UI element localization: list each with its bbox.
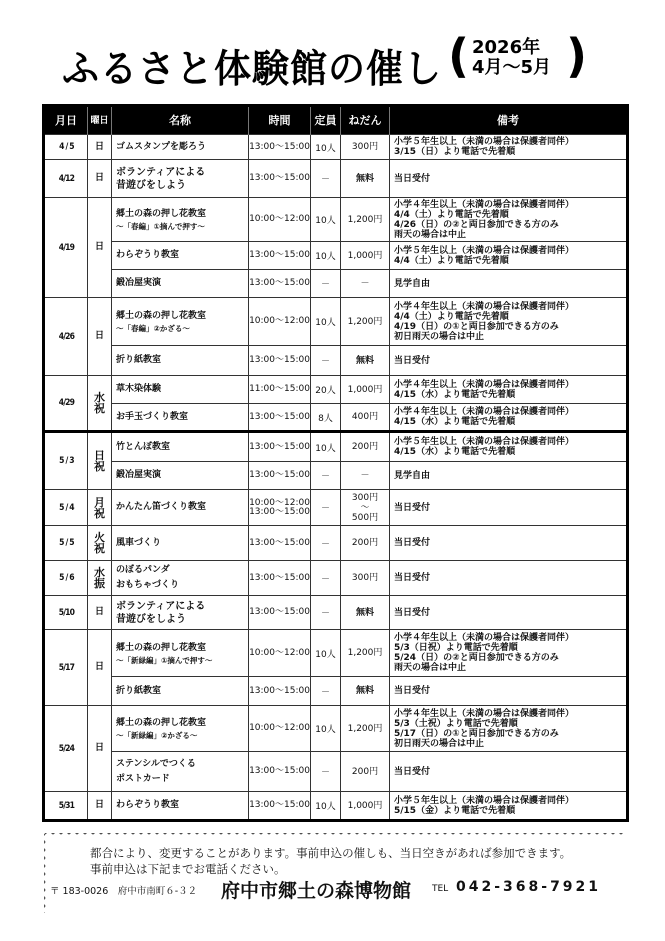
event-name	[112, 677, 249, 706]
event-note-line: 小学４年生以上（未満の場合は保護者同伴）	[394, 708, 575, 719]
event-price	[341, 346, 390, 376]
table-row	[44, 242, 628, 270]
event-name	[112, 561, 249, 596]
event-time	[249, 270, 311, 298]
event-time	[249, 677, 311, 706]
weekday-char: 祝	[94, 506, 105, 520]
event-name	[112, 432, 249, 462]
event-note-line: 4/4（土）より電話で先着順	[394, 209, 509, 220]
event-price-text: 300円	[351, 492, 379, 503]
table-row	[44, 752, 628, 792]
weekday-char: 月	[94, 495, 105, 509]
event-price-text: 無料	[355, 607, 374, 618]
event-price	[341, 376, 390, 404]
table-row	[44, 270, 628, 298]
event-time	[249, 298, 311, 346]
event-time	[249, 596, 311, 630]
event-note-line: 4/26（日）の②と両日参加できる方のみ	[394, 219, 559, 230]
event-capacity: 10人	[311, 706, 341, 752]
event-time	[249, 376, 311, 404]
event-note-line: 4/15（水）より電話で先着順	[394, 417, 516, 427]
event-notes	[390, 298, 628, 346]
event-price	[341, 462, 390, 490]
event-name-line2: 昔遊びをしよう	[116, 613, 186, 625]
event-name	[112, 490, 249, 526]
event-weekday: 日	[88, 706, 112, 792]
event-price-text: 300円	[351, 573, 379, 583]
event-capacity: 10人	[311, 792, 341, 821]
event-time-text: 13:00～15:00	[249, 278, 310, 288]
event-name-text: 折り紙教室	[116, 685, 162, 696]
event-notes	[390, 346, 628, 376]
event-name-line2: 昔遊びをしよう	[116, 179, 186, 191]
event-weekday: 日	[88, 596, 112, 630]
event-date: 4/19	[47, 198, 84, 298]
title-paren-open: (	[448, 29, 470, 83]
event-time	[249, 432, 311, 462]
table-row	[44, 490, 628, 526]
event-price	[341, 135, 390, 160]
table-row	[44, 561, 628, 596]
event-name-text: かんたん笛づくり教室	[116, 502, 207, 512]
weekday-char: 振	[94, 577, 105, 590]
table-row	[44, 677, 628, 706]
event-price	[341, 561, 390, 596]
table-row	[44, 432, 628, 462]
event-price	[341, 160, 390, 198]
event-name	[112, 596, 249, 630]
event-name-text: 郷土の森の押し花教室	[116, 718, 207, 728]
event-name-text: 郷土の森の押し花教室	[116, 209, 207, 219]
event-name	[112, 630, 249, 677]
event-name-text: 折り紙教室	[116, 355, 162, 365]
event-weekday: 日	[88, 630, 112, 706]
event-note-line: 当日受付	[394, 686, 431, 696]
event-name-text: わらぞうり教室	[116, 800, 180, 810]
event-time	[249, 135, 311, 160]
event-notes	[390, 242, 628, 270]
event-name	[112, 270, 249, 298]
event-time-text-2: 13:00～15:00	[249, 506, 310, 517]
event-time-text: 13:00～15:00	[249, 250, 310, 260]
event-note-line: 5/24（日）の②と両日参加できる方のみ	[394, 653, 559, 663]
event-time	[249, 526, 311, 561]
event-time	[249, 752, 311, 792]
event-note-line: 4/4（土）より電話で先着順	[394, 311, 509, 322]
event-notes	[390, 630, 628, 677]
table-body	[44, 135, 628, 821]
event-note-line: 見学自由	[394, 278, 431, 289]
event-time-text: 10:00～12:00	[249, 214, 310, 224]
table-header-row	[44, 106, 628, 135]
event-subtitle: ～「新緑編」①摘んで押す～	[116, 655, 213, 665]
event-time-text: 10:00～12:00	[249, 723, 310, 733]
header-time: 時間	[249, 106, 311, 135]
event-name-text: 鍛冶屋実演	[116, 470, 162, 480]
event-name	[112, 242, 249, 270]
event-capacity: －	[311, 462, 341, 490]
event-note-line: 小学４年生以上（未満の場合は保護者同伴）	[394, 633, 575, 643]
event-name-text: 竹とんぼ教室	[116, 441, 171, 452]
event-name-text: ステンシルでつくる	[116, 758, 196, 769]
event-price-text: 1,000円	[347, 250, 383, 261]
event-note-line: 当日受付	[394, 573, 431, 583]
event-name	[112, 526, 249, 561]
event-time-text: 13:00～15:00	[249, 766, 310, 776]
event-capacity: 10人	[311, 135, 341, 160]
event-weekday	[88, 490, 112, 526]
event-note-line: 5/17（日）の①と両日参加できる方のみ	[394, 728, 559, 739]
event-note-line: 小学４年生以上（未満の場合は保護者同伴）	[394, 301, 575, 312]
event-note-line: 5/15（金）より電話で先着順	[394, 805, 516, 816]
event-time-text: 11:00～15:00	[249, 384, 310, 394]
event-name-text: 草木染体験	[116, 384, 162, 394]
table-row	[44, 376, 628, 404]
event-capacity: 8人	[311, 404, 341, 432]
table-row	[44, 135, 628, 160]
event-date: 5/17	[47, 630, 84, 706]
event-note-line: 3/15（日）より電話で先着順	[394, 147, 516, 157]
event-time-text: 13:00～15:00	[249, 355, 310, 365]
event-time-text: 13:00～15:00	[249, 141, 310, 152]
event-price	[341, 596, 390, 630]
event-time	[249, 346, 311, 376]
weekday-char: 祝	[94, 460, 105, 473]
event-name	[112, 198, 249, 242]
event-name-text: お手玉づくり教室	[116, 411, 189, 422]
event-note-line: 初日雨天の場合は中止	[394, 738, 485, 749]
event-notes	[390, 526, 628, 561]
event-note-line: 当日受付	[394, 538, 431, 548]
event-weekday	[88, 376, 112, 432]
event-notes	[390, 677, 628, 706]
event-date: 5/31	[47, 792, 84, 821]
event-name-text: 郷土の森の押し花教室	[116, 642, 207, 653]
header-name: 名称	[112, 106, 249, 135]
event-note-line: 当日受付	[394, 173, 431, 184]
table-row	[44, 596, 628, 630]
event-price	[341, 677, 390, 706]
event-time-text: 13:00～15:00	[249, 441, 310, 452]
event-note-line: 雨天の場合は中止	[394, 229, 467, 240]
event-capacity: －	[311, 752, 341, 792]
event-time-text: 10:00～12:00	[249, 316, 310, 326]
event-capacity: －	[311, 561, 341, 596]
weekday-char: 祝	[94, 542, 105, 555]
event-schedule-table	[42, 104, 629, 822]
event-subtitle: ～「春編」①摘んで押す～	[116, 222, 205, 231]
notice-box	[44, 833, 624, 913]
event-name-line2: おもちゃづくり	[116, 580, 180, 590]
title-paren-close: )	[566, 29, 588, 83]
event-name-text: ボランティアによる	[116, 166, 206, 178]
event-date: 5 / 6	[47, 561, 84, 596]
event-price	[341, 490, 390, 526]
event-name-text: のぼるパンダ	[116, 565, 170, 575]
table-row	[44, 706, 628, 752]
event-price	[341, 526, 390, 561]
tel-label: TEL	[432, 884, 449, 894]
event-weekday: 日	[88, 135, 112, 160]
table-row	[44, 792, 628, 821]
event-price-text: 無料	[355, 355, 374, 366]
event-date: 5 / 4	[47, 490, 84, 526]
event-notes	[390, 135, 628, 160]
event-time-text: 13:00～15:00	[249, 411, 310, 422]
event-price-text: 無料	[355, 173, 374, 184]
table-row	[44, 404, 628, 432]
event-date: 5/10	[47, 596, 84, 630]
event-note-line: 当日受付	[394, 502, 431, 513]
event-capacity: 10人	[311, 298, 341, 346]
event-price-text-2: 500円	[351, 512, 379, 523]
event-price-text: 1,000円	[347, 800, 383, 811]
event-weekday: 日	[88, 792, 112, 821]
event-note-line: 4/4（土）より電話で先着順	[394, 255, 509, 266]
event-capacity: －	[311, 596, 341, 630]
event-name	[112, 346, 249, 376]
event-price	[341, 270, 390, 298]
event-name	[112, 298, 249, 346]
event-capacity: －	[311, 526, 341, 561]
event-name	[112, 160, 249, 198]
event-price-text: 400円	[351, 412, 379, 422]
event-price-text: 200円	[351, 442, 379, 452]
event-price-text: 300円	[351, 142, 379, 152]
event-date: 4/12	[47, 160, 84, 198]
event-time-text: 13:00～15:00	[249, 572, 310, 583]
event-capacity: －	[311, 270, 341, 298]
event-time	[249, 561, 311, 596]
table-row	[44, 160, 628, 198]
event-note-line: 小学５年生以上（未満の場合は保護者同伴）	[394, 795, 575, 806]
event-time	[249, 462, 311, 490]
weekday-char: 水	[94, 566, 105, 579]
event-name	[112, 752, 249, 792]
notice-line-2: 事前申込は下記までお電話ください。	[90, 862, 286, 876]
event-price-text: 1,200円	[347, 648, 383, 658]
event-notes	[390, 596, 628, 630]
event-weekday	[88, 432, 112, 490]
event-note-line: 4/15（水）より電話で先着順	[394, 447, 516, 457]
event-capacity: 20人	[311, 376, 341, 404]
event-note-line: 見学自由	[394, 470, 431, 481]
event-price	[341, 198, 390, 242]
weekday-char: 祝	[94, 402, 105, 415]
event-price	[341, 630, 390, 677]
event-price-text: 無料	[355, 686, 374, 696]
event-capacity: 10人	[311, 630, 341, 677]
event-note-line: 小学５年生以上（未満の場合は保護者同伴）	[394, 137, 575, 147]
event-capacity: －	[311, 160, 341, 198]
event-notes	[390, 561, 628, 596]
event-note-line: 小学４年生以上（未満の場合は保護者同伴）	[394, 199, 575, 210]
event-weekday	[88, 561, 112, 596]
table-row	[44, 526, 628, 561]
title-months: 4月～5月	[472, 57, 552, 78]
table-row	[44, 462, 628, 490]
event-price-text: －	[360, 470, 370, 481]
header-date: 月日	[44, 106, 88, 135]
event-name	[112, 135, 249, 160]
event-weekday: 日	[88, 160, 112, 198]
event-capacity: 10人	[311, 242, 341, 270]
event-date: 5/24	[47, 706, 84, 792]
event-time	[249, 630, 311, 677]
event-price-text: 200円	[351, 766, 379, 777]
event-capacity: －	[311, 490, 341, 526]
header-notes: 備考	[390, 106, 628, 135]
title-year: 2026年	[472, 37, 541, 58]
event-date: 4 / 5	[47, 135, 84, 160]
title-period	[472, 38, 551, 78]
event-name-text: 風車づくり	[116, 537, 162, 548]
header-price: ねだん	[341, 106, 390, 135]
event-notes	[390, 490, 628, 526]
event-note-line: 小学５年生以上（未満の場合は保護者同伴）	[394, 437, 575, 447]
event-time-text: 13:00～15:00	[249, 685, 310, 696]
address: 〒 183-0026 府中市南町６‐３２	[50, 886, 198, 897]
event-name	[112, 404, 249, 432]
event-time	[249, 706, 311, 752]
event-note-line: 4/15（水）より電話で先着順	[394, 389, 516, 400]
header-weekday: 曜日	[88, 106, 112, 135]
weekday-char: 水	[94, 391, 105, 404]
event-name-text: 鍛冶屋実演	[116, 278, 162, 288]
event-capacity: 10人	[311, 198, 341, 242]
event-price-text: 1,000円	[347, 384, 383, 395]
event-capacity: －	[311, 677, 341, 706]
event-note-line: 5/3（日祝）より電話で先着順	[394, 643, 518, 653]
event-time	[249, 242, 311, 270]
event-name-text: わらぞうり教室	[116, 250, 180, 260]
event-date: 4/29	[47, 376, 84, 432]
weekday-char: 火	[94, 531, 105, 544]
event-notes	[390, 792, 628, 821]
event-name-text: ボランティアによる	[116, 600, 206, 612]
event-name	[112, 706, 249, 752]
event-weekday	[88, 526, 112, 561]
notice-line-1: 都合により、変更することがあります。事前申込の催しも、当日空きがあれば参加できます。	[90, 846, 572, 860]
event-name-line2: ポストカード	[116, 773, 170, 784]
event-subtitle: ～「春編」②かざる～	[116, 324, 190, 333]
event-time-text: 13:00～15:00	[249, 537, 310, 548]
event-time-text: 10:00～12:00	[249, 497, 310, 508]
event-note-line: 5/3（土祝）より電話で先着順	[394, 718, 518, 729]
event-date: 5 / 5	[47, 526, 84, 561]
event-note-line: 小学４年生以上（未満の場合は保護者同伴）	[394, 379, 575, 390]
event-notes	[390, 706, 628, 752]
event-price-text: 1,200円	[347, 723, 383, 734]
event-time-text: 10:00～12:00	[249, 647, 310, 658]
event-price-text: 1,200円	[347, 316, 383, 327]
event-name-text: ゴムスタンプを彫ろう	[116, 141, 207, 152]
event-price-text: －	[360, 278, 370, 289]
event-time	[249, 490, 311, 526]
event-time	[249, 160, 311, 198]
event-notes	[390, 462, 628, 490]
event-time-text: 13:00～15:00	[249, 800, 310, 810]
event-note-line: 雨天の場合は中止	[394, 663, 467, 673]
event-note-line: 小学５年生以上（未満の場合は保護者同伴）	[394, 245, 575, 256]
event-time	[249, 792, 311, 821]
event-subtitle: ～「新緑編」②かざる～	[116, 731, 198, 740]
table-row	[44, 198, 628, 242]
event-time-text: 13:00～15:00	[249, 173, 310, 183]
weekday-char: 日	[94, 449, 105, 462]
table-row	[44, 630, 628, 677]
event-price	[341, 404, 390, 432]
event-capacity: －	[311, 346, 341, 376]
event-price	[341, 432, 390, 462]
event-notes	[390, 160, 628, 198]
event-name	[112, 792, 249, 821]
event-price	[341, 298, 390, 346]
event-notes	[390, 270, 628, 298]
page-title: ふるさと体験館の催し	[62, 46, 442, 92]
event-note-line: 当日受付	[394, 766, 431, 777]
event-notes	[390, 198, 628, 242]
event-time-text: 13:00～15:00	[249, 607, 310, 617]
event-price	[341, 752, 390, 792]
event-notes	[390, 432, 628, 462]
event-time-text: 13:00～15:00	[249, 470, 310, 480]
table-row	[44, 298, 628, 346]
event-time	[249, 198, 311, 242]
event-time	[249, 404, 311, 432]
event-capacity: 10人	[311, 432, 341, 462]
event-weekday: 日	[88, 198, 112, 298]
event-date: 5 / 3	[47, 432, 84, 490]
event-price	[341, 242, 390, 270]
event-note-line: 当日受付	[394, 607, 431, 618]
phone-number[interactable]: 042-368-7921	[456, 879, 602, 895]
event-price-text: 1,200円	[347, 214, 383, 225]
event-weekday: 日	[88, 298, 112, 376]
table-row	[44, 346, 628, 376]
event-notes	[390, 752, 628, 792]
event-date: 4/26	[47, 298, 84, 376]
event-price-text: 200円	[351, 538, 379, 548]
event-notes	[390, 376, 628, 404]
page-header	[0, 30, 665, 90]
header-capacity: 定員	[311, 106, 341, 135]
event-name-text: 郷土の森の押し花教室	[116, 311, 207, 321]
event-note-line: 4/19（日）の①と両日参加できる方のみ	[394, 321, 559, 332]
museum-name: 府中市郷土の森博物館	[221, 880, 412, 902]
event-note-line: 初日雨天の場合は中止	[394, 331, 485, 342]
event-price	[341, 792, 390, 821]
event-price-mid: ～	[360, 502, 370, 513]
event-notes	[390, 404, 628, 432]
event-note-line: 当日受付	[394, 355, 431, 366]
event-price	[341, 706, 390, 752]
event-name	[112, 462, 249, 490]
event-name	[112, 376, 249, 404]
event-note-line: 小学４年生以上（未満の場合は保護者同伴）	[394, 407, 575, 417]
